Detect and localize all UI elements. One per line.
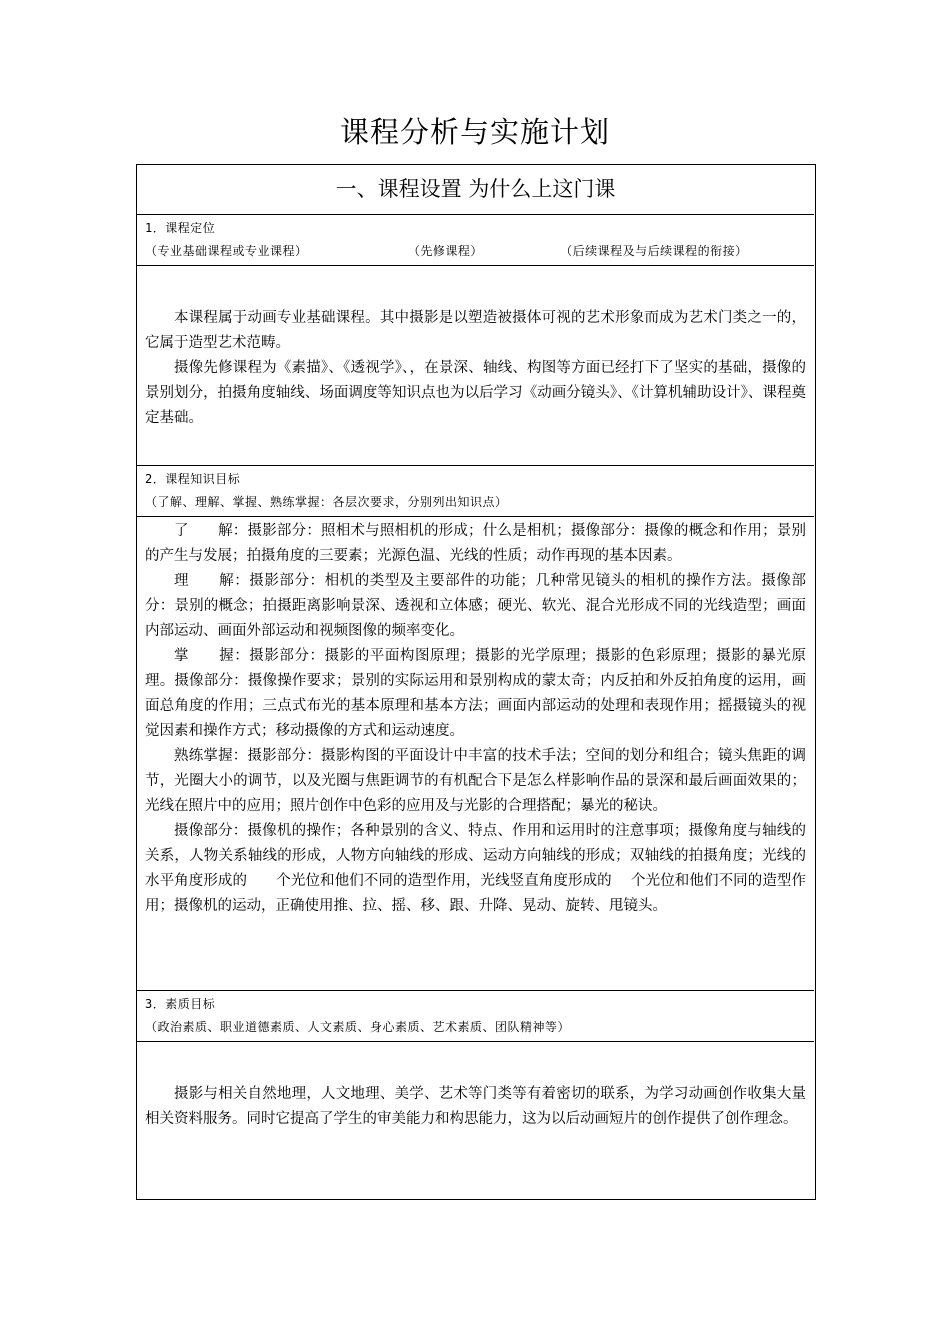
paragraph: 摄影与相关自然地理，人文地理、美学、艺术等门类等有着密切的联系，为学习动画创作收集大量相关资料服务。同时它提高了学生的审美能力和构思能力，这为以后动画短片的创作提供了创作理念。 <box>145 1086 806 1127</box>
course-positioning-label-row <box>137 215 814 266</box>
course-positioning-text <box>137 306 814 431</box>
paragraph: 熟练掌握：摄影部分：摄影构图的平面设计中丰富的技术手法；空间的划分和组合；镜头焦距的调节，光圈大小的调节，以及光圈与焦距调节的有机配合下是怎么样影响作品的景深和最后画面效果的；光线在照片中的应用；照片创作中色彩的应用及与光影的合理搭配；暴光的秘诀。 <box>145 748 806 814</box>
knowledge-goals-content-row <box>137 517 814 991</box>
course-positioning-hint: （专业基础课程或专业课程） （先修课程） （后续课程及与后续课程的衔接） <box>145 244 748 258</box>
document-title: 课程分析与实施计划 <box>339 115 610 149</box>
paragraph: 掌 握：摄影部分：摄影的平面构图原理；摄影的光学原理；摄影的色彩原理；摄影的暴光原理。摄像部分：摄像操作要求；景别的实际运用和景别构成的蒙太奇；内反拍和外反拍角度的运用，画面总角度的作用；三点式布光的基本原理和基本方法；画面内部运动的处理和表现作用；摇摄镜头的视觉因素和操作方式；移动摄像的方式和运动速度。 <box>145 648 806 739</box>
paragraph: 理 解：摄影部分：相机的类型及主要部件的功能；几种常见镜头的相机的操作方法。摄像部分：景别的概念；拍摄距离影响景深、透视和立体感；硬光、软光、混合光形成不同的光线造型；画面内部运动、画面外部运动和视频图像的频率变化。 <box>145 573 806 639</box>
quality-goals-content-row <box>137 1042 814 1198</box>
course-positioning-label: 1．课程定位 <box>145 221 216 235</box>
course-positioning-content-row <box>137 266 814 466</box>
knowledge-goals-label-row <box>137 466 814 517</box>
knowledge-goals-hint: （了解、理解、掌握、熟练掌握：各层次要求，分别列出知识点） <box>145 495 508 509</box>
knowledge-goals-label: 2．课程知识目标 <box>145 472 241 486</box>
paragraph: 摄像先修课程为《素描》、《透视学》、，在景深、轴线、构图等方面已经打下了坚实的基础，摄像的景别划分，拍摄角度轴线、场面调度等知识点也为以后学习《动画分镜头》、《计算机辅助设计》、课程奠定基础。 <box>145 360 806 426</box>
paragraph: 了 解：摄影部分：照相术与照相机的形成；什么是相机；摄像部分：摄像的概念和作用；景别的产生与发展；拍摄角度的三要素；光源色温、光线的性质；动作再现的基本因素。 <box>145 523 806 564</box>
section-heading: 一、课程设置 为什么上这门课 <box>335 177 616 201</box>
knowledge-goals-text <box>137 519 814 919</box>
quality-goals-text <box>137 1082 814 1132</box>
quality-goals-label: 3．素质目标 <box>145 997 216 1011</box>
paragraph: 摄像部分：摄像机的操作；各种景别的含义、特点、作用和运用时的注意事项；摄像角度与轴线的关系，人物关系轴线的形成，人物方向轴线的形成、运动方向轴线的形成；双轴线的拍摄角度；光线的水平角度形成的 个光位和他们不同的造型作用，光线竖直角度形成的 个光位和他们不同的造型作用；摄像机的运动，正确使用推、拉、摇、移、跟、升降、晃动、旋转、甩镜头。 <box>145 823 806 914</box>
paragraph: 本课程属于动画专业基础课程。其中摄影是以塑造被摄体可视的艺术形象而成为艺术门类之一的，它属于造型艺术范畴。 <box>145 310 806 351</box>
quality-goals-label-row <box>137 991 814 1042</box>
section-heading-row <box>137 165 814 215</box>
course-plan-table <box>136 164 816 1200</box>
quality-goals-hint: （政治素质、职业道德素质、人文素质、身心素质、艺术素质、团队精神等） <box>145 1020 571 1034</box>
